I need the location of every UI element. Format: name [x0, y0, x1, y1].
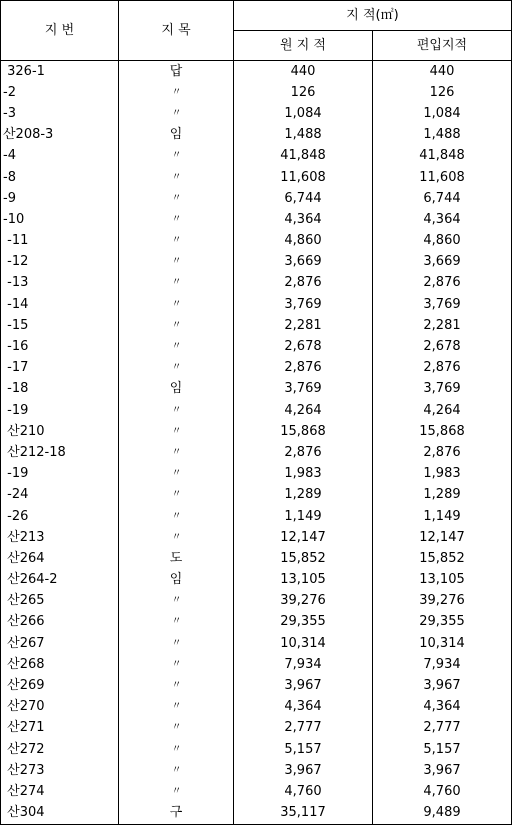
- original-area-cell: 4,860: [234, 231, 373, 252]
- original-area-cell: 41,848: [234, 146, 373, 167]
- lot-number-cell: 326-1: [1, 61, 119, 83]
- table-row: [1, 379, 512, 400]
- lot-number-cell: 산304: [1, 803, 119, 825]
- land-category-cell: 임: [119, 379, 234, 400]
- header-incorporated-area: 편입지적: [373, 31, 512, 61]
- incorporated-area-cell: 4,860: [373, 231, 512, 252]
- original-area-cell: 35,117: [234, 803, 373, 825]
- table-row: [1, 485, 512, 506]
- incorporated-area-cell: 12,147: [373, 527, 512, 548]
- original-area-cell: 10,314: [234, 633, 373, 654]
- table-row: [1, 506, 512, 527]
- original-area-cell: 4,760: [234, 781, 373, 802]
- lot-number-cell: 산208-3: [1, 125, 119, 146]
- land-category-cell: 〃: [119, 294, 234, 315]
- original-area-cell: 6,744: [234, 188, 373, 209]
- land-category-cell: 〃: [119, 760, 234, 781]
- lot-number-cell: -16: [1, 336, 119, 357]
- incorporated-area-cell: 2,281: [373, 315, 512, 336]
- lot-number-cell: 산213: [1, 527, 119, 548]
- original-area-cell: 1,488: [234, 125, 373, 146]
- lot-number-cell: -12: [1, 252, 119, 273]
- table-row: [1, 675, 512, 696]
- table-row: [1, 612, 512, 633]
- land-category-cell: 〃: [119, 336, 234, 357]
- original-area-cell: 2,876: [234, 358, 373, 379]
- header-lot-number: 지 번: [1, 1, 119, 61]
- incorporated-area-cell: 3,769: [373, 294, 512, 315]
- table-row: [1, 358, 512, 379]
- original-area-cell: 3,769: [234, 294, 373, 315]
- land-category-cell: 〃: [119, 591, 234, 612]
- lot-number-cell: -19: [1, 464, 119, 485]
- table-row: [1, 209, 512, 230]
- table-row: [1, 125, 512, 146]
- incorporated-area-cell: 4,364: [373, 697, 512, 718]
- table-row: [1, 697, 512, 718]
- original-area-cell: 12,147: [234, 527, 373, 548]
- lot-number-cell: 산274: [1, 781, 119, 802]
- original-area-cell: 13,105: [234, 570, 373, 591]
- incorporated-area-cell: 4,364: [373, 209, 512, 230]
- land-category-cell: 〃: [119, 739, 234, 760]
- lot-number-cell: 산267: [1, 633, 119, 654]
- table-row: [1, 252, 512, 273]
- original-area-cell: 3,669: [234, 252, 373, 273]
- incorporated-area-cell: 15,868: [373, 421, 512, 442]
- table-row: [1, 654, 512, 675]
- original-area-cell: 2,876: [234, 442, 373, 463]
- incorporated-area-cell: 9,489: [373, 803, 512, 825]
- lot-number-cell: -8: [1, 167, 119, 188]
- table-row: [1, 570, 512, 591]
- original-area-cell: 2,678: [234, 336, 373, 357]
- lot-number-cell: -18: [1, 379, 119, 400]
- land-category-cell: 〃: [119, 527, 234, 548]
- original-area-cell: 1,084: [234, 103, 373, 124]
- incorporated-area-cell: 2,777: [373, 718, 512, 739]
- original-area-cell: 2,281: [234, 315, 373, 336]
- table-row: [1, 548, 512, 569]
- table-row: [1, 167, 512, 188]
- land-category-cell: 도: [119, 548, 234, 569]
- incorporated-area-cell: 5,157: [373, 739, 512, 760]
- land-category-cell: 〃: [119, 315, 234, 336]
- table-row: [1, 188, 512, 209]
- table-row: [1, 294, 512, 315]
- original-area-cell: 3,967: [234, 760, 373, 781]
- original-area-cell: 3,769: [234, 379, 373, 400]
- land-category-cell: 답: [119, 61, 234, 83]
- lot-number-cell: 산265: [1, 591, 119, 612]
- land-category-cell: 〃: [119, 442, 234, 463]
- land-category-cell: 〃: [119, 697, 234, 718]
- lot-number-cell: 산212-18: [1, 442, 119, 463]
- lot-number-cell: -26: [1, 506, 119, 527]
- lot-number-cell: -2: [1, 82, 119, 103]
- incorporated-area-cell: 29,355: [373, 612, 512, 633]
- original-area-cell: 11,608: [234, 167, 373, 188]
- incorporated-area-cell: 3,769: [373, 379, 512, 400]
- lot-number-cell: 산273: [1, 760, 119, 781]
- original-area-cell: 1,289: [234, 485, 373, 506]
- lot-number-cell: 산269: [1, 675, 119, 696]
- table-row: [1, 781, 512, 802]
- incorporated-area-cell: 39,276: [373, 591, 512, 612]
- lot-number-cell: -3: [1, 103, 119, 124]
- lot-number-cell: -13: [1, 273, 119, 294]
- table-row: [1, 273, 512, 294]
- land-category-cell: 〃: [119, 421, 234, 442]
- lot-number-cell: 산272: [1, 739, 119, 760]
- original-area-cell: 1,983: [234, 464, 373, 485]
- incorporated-area-cell: 4,264: [373, 400, 512, 421]
- incorporated-area-cell: 1,488: [373, 125, 512, 146]
- lot-number-cell: -10: [1, 209, 119, 230]
- original-area-cell: 15,852: [234, 548, 373, 569]
- original-area-cell: 39,276: [234, 591, 373, 612]
- land-category-cell: 〃: [119, 167, 234, 188]
- incorporated-area-cell: 7,934: [373, 654, 512, 675]
- land-category-cell: 〃: [119, 654, 234, 675]
- original-area-cell: 126: [234, 82, 373, 103]
- lot-number-cell: -24: [1, 485, 119, 506]
- incorporated-area-cell: 10,314: [373, 633, 512, 654]
- land-category-cell: 〃: [119, 252, 234, 273]
- land-category-cell: 〃: [119, 358, 234, 379]
- land-category-cell: 〃: [119, 464, 234, 485]
- incorporated-area-cell: 15,852: [373, 548, 512, 569]
- lot-number-cell: -11: [1, 231, 119, 252]
- incorporated-area-cell: 41,848: [373, 146, 512, 167]
- table-row: [1, 336, 512, 357]
- table-body: [1, 61, 512, 825]
- lot-number-cell: 산266: [1, 612, 119, 633]
- land-category-cell: 〃: [119, 231, 234, 252]
- original-area-cell: 440: [234, 61, 373, 83]
- header-original-area: 원 지 적: [234, 31, 373, 61]
- land-category-cell: 구: [119, 803, 234, 825]
- table-row: [1, 146, 512, 167]
- original-area-cell: 15,868: [234, 421, 373, 442]
- land-category-cell: 임: [119, 125, 234, 146]
- incorporated-area-cell: 2,876: [373, 273, 512, 294]
- table-row: [1, 527, 512, 548]
- header-land-area: 지 적(㎡): [234, 1, 512, 31]
- lot-number-cell: 산264-2: [1, 570, 119, 591]
- incorporated-area-cell: 3,967: [373, 760, 512, 781]
- table-row: [1, 421, 512, 442]
- original-area-cell: 29,355: [234, 612, 373, 633]
- lot-number-cell: 산264: [1, 548, 119, 569]
- land-category-cell: 〃: [119, 718, 234, 739]
- land-category-cell: 〃: [119, 82, 234, 103]
- incorporated-area-cell: 1,149: [373, 506, 512, 527]
- land-category-cell: 〃: [119, 209, 234, 230]
- land-category-cell: 〃: [119, 506, 234, 527]
- table-row: [1, 464, 512, 485]
- land-category-cell: 〃: [119, 633, 234, 654]
- original-area-cell: 2,777: [234, 718, 373, 739]
- table-row: [1, 760, 512, 781]
- incorporated-area-cell: 13,105: [373, 570, 512, 591]
- table-row: [1, 231, 512, 252]
- land-category-cell: 〃: [119, 485, 234, 506]
- incorporated-area-cell: 2,876: [373, 358, 512, 379]
- original-area-cell: 1,149: [234, 506, 373, 527]
- land-category-cell: 〃: [119, 675, 234, 696]
- original-area-cell: 4,364: [234, 697, 373, 718]
- table-row: [1, 739, 512, 760]
- lot-number-cell: 산210: [1, 421, 119, 442]
- table-header: [1, 1, 512, 61]
- incorporated-area-cell: 3,967: [373, 675, 512, 696]
- lot-number-cell: -4: [1, 146, 119, 167]
- land-category-cell: 〃: [119, 781, 234, 802]
- incorporated-area-cell: 126: [373, 82, 512, 103]
- lot-number-cell: -15: [1, 315, 119, 336]
- incorporated-area-cell: 2,678: [373, 336, 512, 357]
- incorporated-area-cell: 6,744: [373, 188, 512, 209]
- lot-number-cell: 산271: [1, 718, 119, 739]
- original-area-cell: 4,264: [234, 400, 373, 421]
- land-category-cell: 〃: [119, 273, 234, 294]
- lot-number-cell: -14: [1, 294, 119, 315]
- table-row: [1, 82, 512, 103]
- lot-number-cell: 산268: [1, 654, 119, 675]
- header-land-category: 지 목: [119, 1, 234, 61]
- original-area-cell: 4,364: [234, 209, 373, 230]
- incorporated-area-cell: 11,608: [373, 167, 512, 188]
- table-row: [1, 591, 512, 612]
- incorporated-area-cell: 3,669: [373, 252, 512, 273]
- lot-number-cell: -17: [1, 358, 119, 379]
- incorporated-area-cell: 1,084: [373, 103, 512, 124]
- land-category-cell: 임: [119, 570, 234, 591]
- incorporated-area-cell: 1,289: [373, 485, 512, 506]
- incorporated-area-cell: 1,983: [373, 464, 512, 485]
- table-row: [1, 103, 512, 124]
- incorporated-area-cell: 4,760: [373, 781, 512, 802]
- table-row: [1, 61, 512, 83]
- original-area-cell: 3,967: [234, 675, 373, 696]
- lot-number-cell: 산270: [1, 697, 119, 718]
- lot-number-cell: -19: [1, 400, 119, 421]
- table-row: [1, 442, 512, 463]
- land-category-cell: 〃: [119, 188, 234, 209]
- table-row: [1, 633, 512, 654]
- land-category-cell: 〃: [119, 400, 234, 421]
- original-area-cell: 2,876: [234, 273, 373, 294]
- table-row: [1, 718, 512, 739]
- lot-number-cell: -9: [1, 188, 119, 209]
- incorporated-area-cell: 440: [373, 61, 512, 83]
- land-category-cell: 〃: [119, 146, 234, 167]
- table-row: [1, 315, 512, 336]
- table-row: [1, 803, 512, 825]
- original-area-cell: 5,157: [234, 739, 373, 760]
- land-category-cell: 〃: [119, 103, 234, 124]
- original-area-cell: 7,934: [234, 654, 373, 675]
- land-category-cell: 〃: [119, 612, 234, 633]
- incorporated-area-cell: 2,876: [373, 442, 512, 463]
- table-row: [1, 400, 512, 421]
